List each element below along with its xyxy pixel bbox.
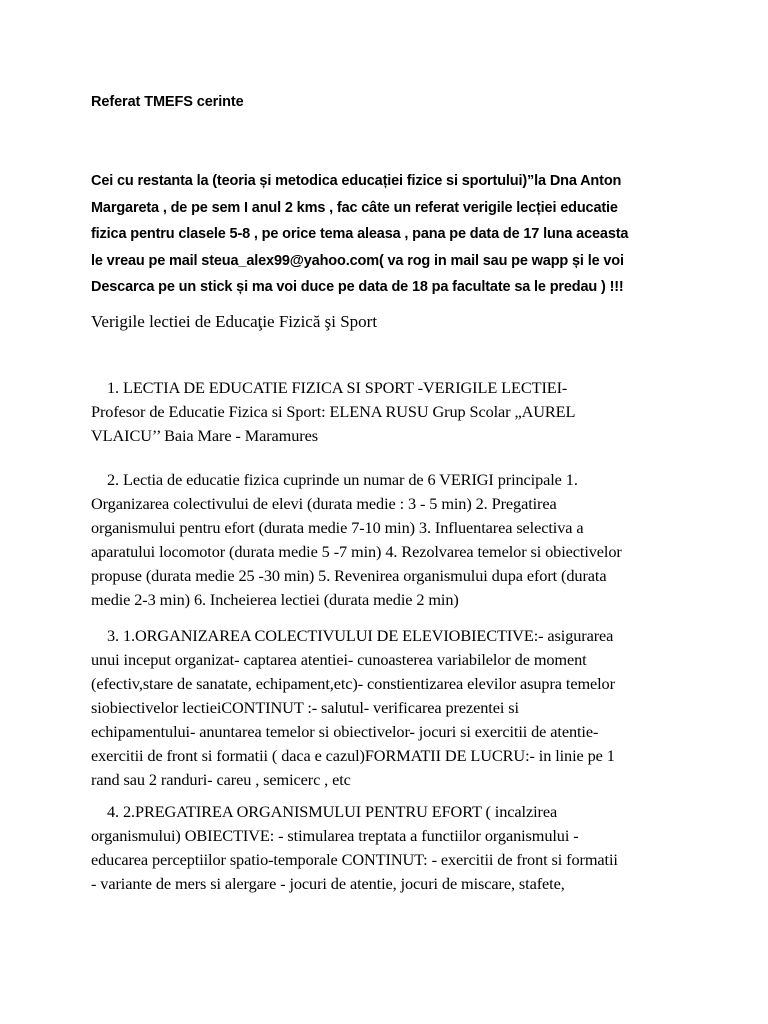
item-line: Organizarea colectivului de elevi (durata medie : 3 - 5 min) 2. Pregatirea xyxy=(91,494,557,513)
intro-line: le vreau pe mail steua_alex99@yahoo.com( va rog in mail sau pe wapp și le voi xyxy=(91,252,624,269)
item-line: propuse (durata medie 25 -30 min) 5. Revenirea organismului dupa efort (durata xyxy=(91,566,607,585)
item-line: exercitii de front si formatii ( daca e cazul)FORMATII DE LUCRU:- in linie pe 1 xyxy=(91,746,615,765)
list-item-2 xyxy=(91,468,691,612)
item-line: 2. Lectia de educatie fizica cuprinde un numar de 6 VERIGI principale 1. xyxy=(107,470,578,489)
item-line: echipamentului- anuntarea temelor si obiectivelor- jocuri si exercitii de atentie- xyxy=(91,722,599,741)
item-line: (efectiv,stare de sanatate, echipament,etc)- constientizarea elevilor asupra temelor xyxy=(91,674,615,693)
item-line: organismului pentru efort (durata medie 7-10 min) 3. Influentarea selectiva a xyxy=(91,518,584,537)
item-line: - variante de mers si alergare - jocuri de atentie, jocuri de miscare, stafete, xyxy=(91,874,565,893)
document-title: Referat TMEFS cerinte xyxy=(91,94,244,110)
intro-line: fizica pentru clasele 5-8 , pe orice tema aleasa , pana pe data de 17 luna aceasta xyxy=(91,226,629,242)
intro-paragraph xyxy=(91,168,691,301)
intro-line: Descarca pe un stick și ma voi duce pe data de 18 pa facultate sa le predau ) !!! xyxy=(91,279,624,295)
item-line: siobiectivelor lectieiCONTINUT :- salutul- verificarea prezentei si xyxy=(91,698,519,717)
item-line: 3. 1.ORGANIZAREA COLECTIVULUI DE ELEVIOBIECTIVE:- asigurarea xyxy=(107,626,614,645)
document-subtitle: Verigile lectiei de Educaţie Fizică şi Sport xyxy=(91,312,378,331)
item-line: 4. 2.PREGATIREA ORGANISMULUI PENTRU EFORT ( incalzirea xyxy=(107,802,558,821)
item-line: educarea perceptiilor spatio-temporale CONTINUT: - exercitii de front si formatii xyxy=(91,850,618,869)
item-line: medie 2-3 min) 6. Incheierea lectiei (durata medie 2 min) xyxy=(91,590,459,609)
intro-line: Margareta , de pe sem I anul 2 kms , fac câte un referat verigile lecției educatie xyxy=(91,199,618,216)
list-item-3 xyxy=(91,624,691,792)
item-line: VLAICU’’ Baia Mare - Maramures xyxy=(91,426,318,445)
item-line: aparatului locomotor (durata medie 5 -7 min) 4. Rezolvarea temelor si obiectivelor xyxy=(91,542,622,561)
item-line: 1. LECTIA DE EDUCATIE FIZICA SI SPORT -VERIGILE LECTIEI- xyxy=(107,378,568,397)
item-line: unui inceput organizat- captarea atentiei- cunoasterea variabilelor de moment xyxy=(91,650,587,669)
intro-line: Cei cu restanta la (teoria și metodica educației fizice si sportului)”la Dna Anton xyxy=(91,173,622,189)
item-line: Profesor de Educatie Fizica si Sport: ELENA RUSU Grup Scolar „AUREL xyxy=(91,402,576,421)
item-line: rand sau 2 randuri- careu , semicerc , etc xyxy=(91,770,351,789)
item-line: organismului) OBIECTIVE: - stimularea treptata a functiilor organismului - xyxy=(91,826,579,845)
list-item-4 xyxy=(91,800,691,896)
list-item-1 xyxy=(91,376,691,448)
